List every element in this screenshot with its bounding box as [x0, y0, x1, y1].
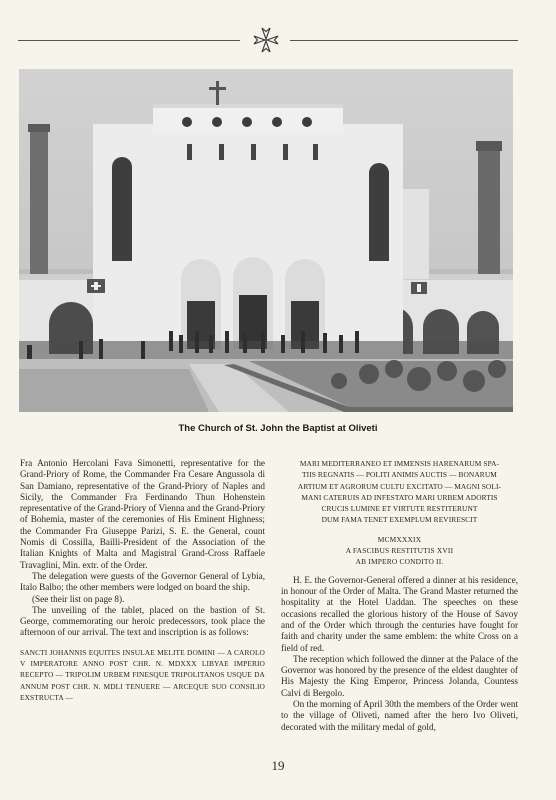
- date-line: AB IMPERO CONDITO II.: [355, 556, 444, 566]
- paragraph: Fra Antonio Hercolani Fava Simonetti, representative for the Grand-Priory of Rome, the Commander Fra Cesare Angussola di San Damiano, representative of the Grand-Priory of Naples and Sicily, the Commander Fra Ferdinando Thun Hohenstein representative of the Grand-Priory of Vienna and the Grand-Priory of Bohemia, master of the ceremonies of His Eminent Highness; the Commander Fra Giuseppe Parizi, S. E. the General, count Nomis di Cossilla, Bailli-President of the Association of the Italian Knights of Malta and Magistral Grand-Cross Raffaele Travaglini, Min. extr. of the Order.: [20, 458, 265, 570]
- date-line: MCMXXXIX: [377, 534, 422, 544]
- right-column: [281, 458, 518, 733]
- paragraph: The reception which followed the dinner at the Palace of the Governor was honored by the presence of the eldest daughter of His Majesty the King Emperor, Princess Jolanda, Countess Calvi di Bergolo.: [281, 653, 518, 698]
- inscription-date: [281, 534, 518, 567]
- paragraph: (See their list on page 8).: [32, 593, 125, 604]
- inscription-line: CRUCIS LUMINE ET VIRTUTE RESTITERUNT: [321, 504, 478, 514]
- page-number: 19: [271, 758, 285, 773]
- date-line: A FASCIBUS RESTITUTIS XVII: [345, 545, 454, 555]
- inscription-line: ARTIUM ET AGRORUM CULTU EXCITATO — MAGNI SOLI-: [297, 481, 502, 491]
- paragraph: On the morning of April 30th the members of the Order went to the village of Oliveti, named after the hero Ivo Oliveti, decorated with the military medal of gold,: [281, 699, 518, 732]
- maltese-cross-icon: [251, 25, 281, 55]
- header-rule-left: [18, 40, 240, 41]
- inscription-line: DUM FAMA TENET EXEMPLUM REVIRESCIT: [321, 515, 478, 525]
- photo-caption: The Church of St. John the Baptist at Oliveti: [178, 423, 378, 434]
- inscription-text: SANCTI JOHANNIS EQUITES INSULAE MELITE DOMINI — A CAROLO V IMPERATORE ANNO POST CHR. N. MDXXX LIBYAE IMPERIO RECEPTO — TRIPOLIM URBEM FINESQUE TRIPOLITANOS USQUE DA ANNUM POST CHR. N. MDLI TENUERE — ARCEQUE SUO CONSILIO EXSTRUCTA —: [20, 647, 265, 702]
- inscription-line: TIIS REGNATIS — POLITI ANIMIS AUCTIS — BONARUM: [302, 470, 497, 480]
- paragraph: The delegation were guests of the Governor General of Lybia, Italo Balbo; the other members were lodged on board the ship.: [20, 570, 265, 593]
- inscription-line: MANI CATERUIS AD INFESTATO MARI URBEM ADORTIS: [301, 492, 498, 502]
- left-column: [20, 458, 265, 703]
- inscription-line: MARI MEDITERRANEO ET IMMENSIS HARENARUM SPA-: [299, 459, 500, 468]
- paragraph: The unveiling of the tablet, placed on the bastion of St. George, commemorating our heroic predecessors, took place the afternoon of our arrival. The text and inscription is as follows:: [20, 604, 265, 638]
- header-rule-right: [290, 40, 518, 41]
- inscription-continued: [281, 458, 518, 526]
- church-photograph: [19, 69, 513, 412]
- paragraph: H. E. the Governor-General offered a dinner at his residence, in honour of the Order of Malta. The Grand Master returned the hospitality at the Hotel Uaddan. The speeches on these occasions recalled the glorious history of the House of Savoy and of the Order which through the centuries have fought for faith and charity under the same emblem: the white Cross on a field of red.: [281, 574, 518, 653]
